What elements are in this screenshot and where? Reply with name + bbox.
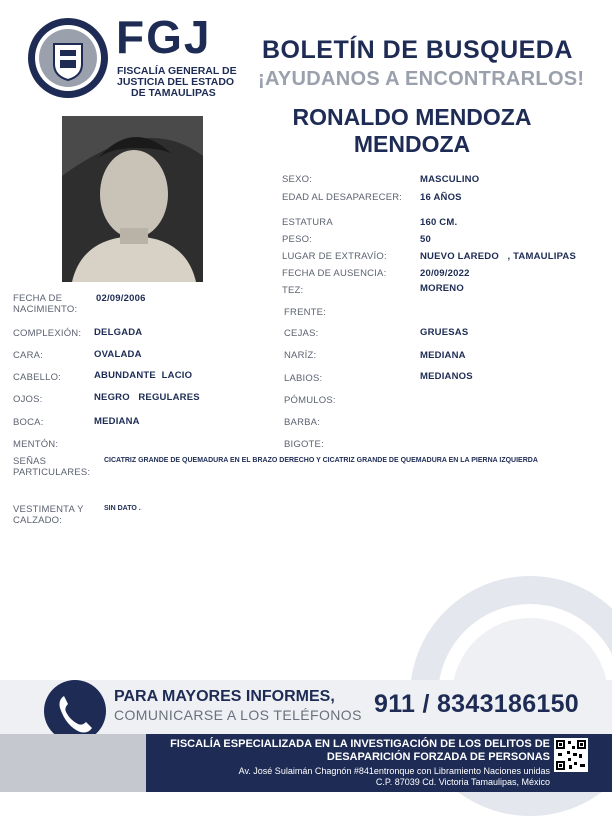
label-place: LUGAR DE EXTRAVÍO: (282, 251, 387, 262)
label-hair: CABELLO: (13, 372, 62, 383)
label-complexion-tone: TEZ: (282, 285, 304, 296)
address-line-1: Av. José Sulaimán Chagnón #841entronque con Libramiento Naciones unidas (238, 766, 550, 776)
value-age: 16 AÑOS (420, 192, 462, 203)
org-abbreviation: FGJ (116, 11, 212, 63)
label-nose: NARÍZ: (284, 350, 317, 361)
value-absence-date: 20/09/2022 (420, 268, 470, 279)
org-name-line-2: JUSTICIA DEL ESTADO (117, 76, 235, 88)
person-photo (62, 116, 203, 282)
label-lips: LABIOS: (284, 373, 323, 384)
office-name (150, 738, 550, 764)
value-face: OVALADA (94, 349, 142, 360)
label-build: COMPLEXIÓN: (13, 328, 82, 339)
value-height: 160 CM. (420, 217, 458, 228)
phone-numbers: 911 / 8343186150 (374, 690, 580, 718)
value-build: DELGADA (94, 327, 143, 338)
more-info-heading: PARA MAYORES INFORMES, (114, 688, 335, 705)
bulletin-subtitle: ¡AYUDANOS A ENCONTRARLOS! (258, 68, 585, 90)
label-sex: SEXO: (282, 174, 313, 185)
phone-glyph-icon (44, 680, 106, 742)
state-seal-logo (26, 16, 110, 100)
office-name-line-2: DESAPARICIÓN FORZADA DE PERSONAS (326, 751, 550, 763)
name-line-2: MENDOZA (353, 131, 471, 157)
label-chin: MENTÓN: (13, 439, 59, 450)
value-nose: MEDIANA (420, 350, 466, 361)
photo-illustration (62, 116, 203, 282)
org-name-line-3: DE TAMAULIPAS (131, 87, 216, 99)
label-birth-date: FECHA DE NACIMIENTO: (13, 293, 78, 315)
phone-icon (44, 680, 106, 742)
value-marks: CICATRIZ GRANDE DE QUEMADURA EN EL BRAZO DERECHO Y CICATRIZ GRANDE DE QUEMADURA EN LA PIERNA IZQUIERDA (104, 457, 538, 464)
value-sex: MASCULINO (420, 174, 480, 185)
value-eyebrows: GRUESAS (420, 327, 469, 338)
value-birth-date: 02/09/2006 (96, 293, 146, 304)
label-moustache: BIGOTE: (284, 439, 324, 450)
label-forehead: FRENTE: (284, 307, 327, 318)
address-line-2: C.P. 87039 Cd. Victoria Tamaulipas, México (375, 777, 550, 787)
value-clothing: SIN DATO . (104, 505, 141, 512)
value-weight: 50 (420, 234, 431, 245)
label-age: EDAD AL DESAPARECER: (282, 192, 403, 203)
more-info-subheading: COMUNICARSE A LOS TELÉFONOS (114, 707, 362, 723)
label-mouth: BOCA: (13, 417, 44, 428)
label-height: ESTATURA (282, 217, 333, 228)
office-address (150, 766, 550, 788)
office-name-line-1: FISCALÍA ESPECIALIZADA EN LA INVESTIGACIÓN DE LOS DELITOS DE (170, 738, 550, 750)
org-name-line-1: FISCALÍA GENERAL DE (117, 65, 237, 77)
label-cheekbones: PÓMULOS: (284, 395, 336, 406)
value-lips: MEDIANOS (420, 371, 473, 382)
label-marks: SEÑAS PARTICULARES: (13, 456, 91, 478)
name-line-1: RONALDO MENDOZA (292, 104, 532, 130)
value-place: NUEVO LAREDO , TAMAULIPAS (420, 251, 576, 262)
value-complexion-tone: MORENO (420, 283, 464, 294)
qr-code-icon (554, 738, 588, 772)
value-mouth: MEDIANA (94, 416, 140, 427)
office-bar-accent (0, 734, 146, 792)
label-face: CARA: (13, 350, 44, 361)
missing-person-name (262, 104, 562, 158)
label-clothing: VESTIMENTA Y CALZADO: (13, 504, 84, 526)
org-name (117, 66, 237, 99)
value-hair: ABUNDANTE LACIO (94, 370, 193, 381)
label-absence-date: FECHA DE AUSENCIA: (282, 268, 387, 279)
bulletin-title: BOLETÍN DE BUSQUEDA (262, 36, 573, 64)
label-eyebrows: CEJAS: (284, 328, 319, 339)
label-weight: PESO: (282, 234, 313, 245)
value-eyes: NEGRO REGULARES (94, 392, 200, 403)
label-beard: BARBA: (284, 417, 321, 428)
label-eyes: OJOS: (13, 394, 43, 405)
